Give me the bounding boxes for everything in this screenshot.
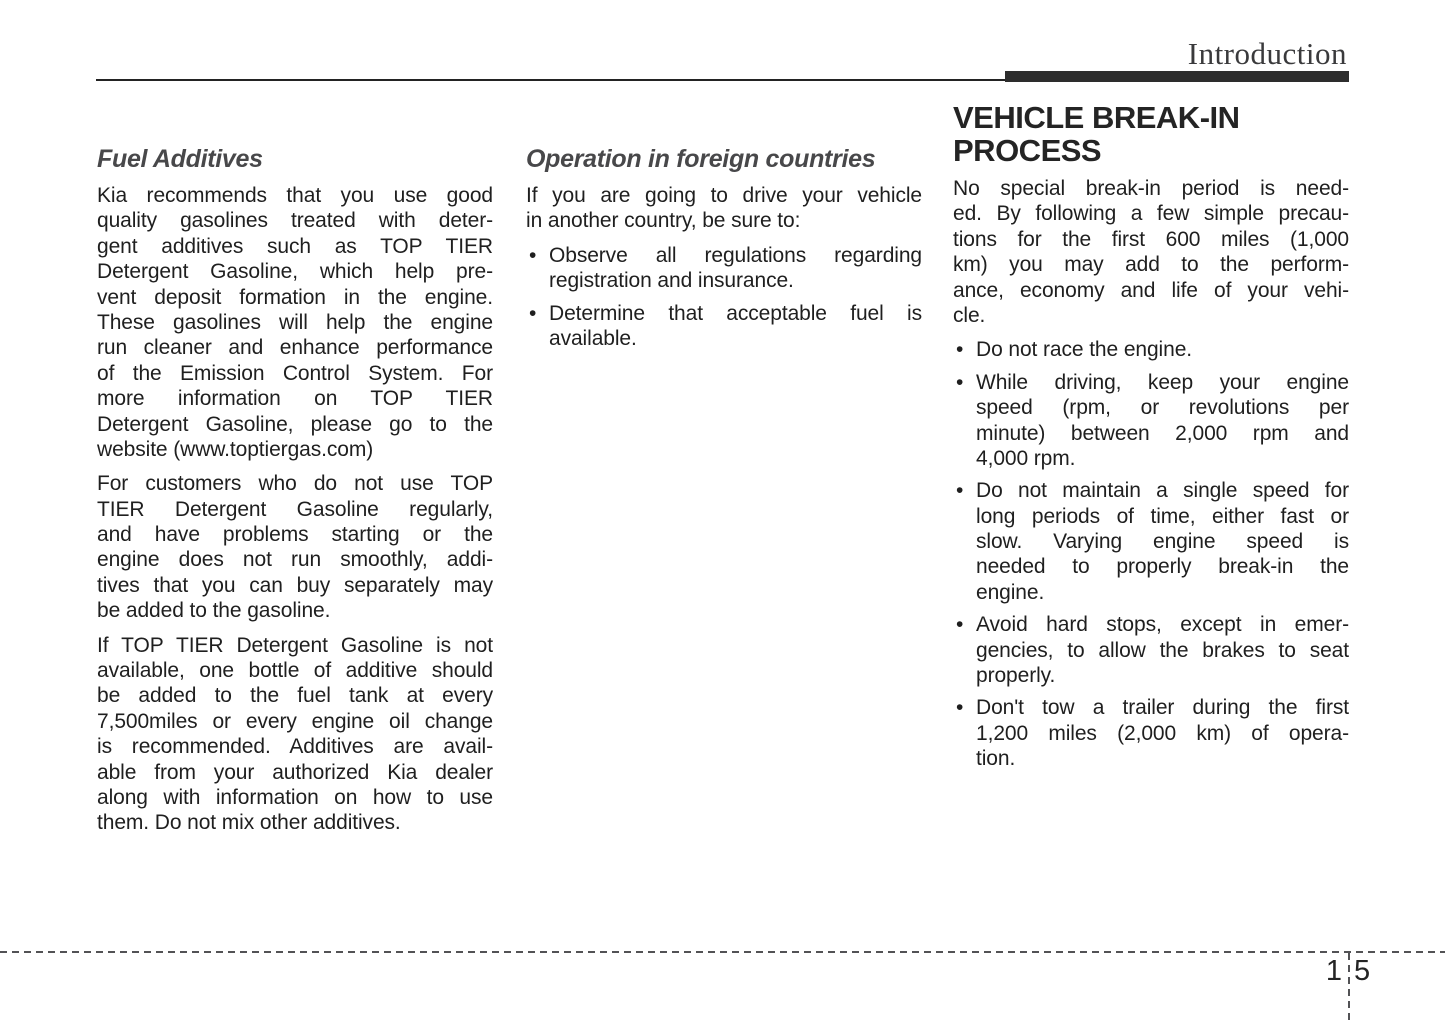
bullet-item bbox=[526, 243, 922, 294]
bullet-line: tion. bbox=[976, 747, 1016, 771]
bullet-line: properly. bbox=[976, 664, 1056, 688]
bullet-line: 1,200 miles (2,000 km) of opera- bbox=[976, 721, 1349, 745]
header-rule-thick bbox=[1005, 71, 1349, 82]
paragraph bbox=[97, 471, 493, 623]
bullet-line: Avoid hard stops, except in emer- bbox=[976, 613, 1349, 637]
bullet-icon: • bbox=[956, 479, 964, 503]
paragraph bbox=[97, 183, 493, 462]
bullet-text bbox=[976, 478, 1349, 605]
bullet-item bbox=[953, 612, 1349, 688]
heading-vehicle-break-in-process bbox=[953, 101, 1349, 167]
paragraph-line: available, one bottle of additive should bbox=[97, 659, 493, 683]
paragraph bbox=[953, 176, 1349, 328]
paragraph-line: TIER Detergent Gasoline regularly, bbox=[97, 497, 493, 521]
paragraph-line: 7,500miles or every engine oil change bbox=[97, 709, 493, 733]
heading-vehicle-break-in-process-line: PROCESS bbox=[953, 133, 1102, 168]
paragraph-line: No special break-in period is need- bbox=[953, 177, 1349, 200]
bullet-text bbox=[976, 370, 1349, 472]
bullet-text bbox=[976, 612, 1349, 688]
paragraph-line: vent deposit formation in the engine. bbox=[97, 285, 493, 309]
paragraph-line: be added to the fuel tank at every bbox=[97, 684, 493, 708]
bullet-line: engine. bbox=[976, 580, 1045, 604]
bullet-icon: • bbox=[956, 613, 964, 637]
paragraph-line: These gasolines will help the engine bbox=[97, 310, 493, 334]
footer-dashed-line-vertical bbox=[1348, 953, 1350, 1025]
bullet-line: needed to properly break-in the bbox=[976, 555, 1349, 579]
paragraph-line: gent additives such as TOP TIER bbox=[97, 234, 493, 258]
bullet-line: Don't tow a trailer during the first bbox=[976, 696, 1349, 720]
column-vehicle-break-in-process bbox=[953, 101, 1349, 779]
column-operation-foreign-countries bbox=[526, 144, 922, 358]
bullet-item bbox=[953, 337, 1349, 362]
paragraph-line: run cleaner and enhance performance bbox=[97, 336, 493, 360]
bullet-icon: • bbox=[529, 301, 537, 325]
paragraph bbox=[97, 633, 493, 836]
bullet-line: Do not race the engine. bbox=[976, 338, 1193, 362]
paragraph-line: tives that you can buy separately may bbox=[97, 573, 493, 597]
bullet-line: available. bbox=[549, 326, 637, 350]
heading-operation-foreign-countries: Operation in foreign countries bbox=[526, 145, 876, 173]
paragraph-line: engine does not run smoothly, addi- bbox=[97, 548, 493, 572]
bullet-line: minute) between 2,000 rpm and bbox=[976, 421, 1349, 445]
chapter-header-title: Introduction bbox=[1187, 36, 1347, 71]
bullet-icon: • bbox=[956, 338, 964, 362]
paragraph-line: For customers who do not use TOP bbox=[97, 472, 493, 496]
paragraph bbox=[526, 183, 922, 234]
column-fuel-additives bbox=[97, 144, 493, 845]
bullet-line: registration and insurance. bbox=[549, 269, 794, 293]
bullet-line: Determine that acceptable fuel is bbox=[549, 301, 922, 325]
bullet-line: speed (rpm, or revolutions per bbox=[976, 396, 1349, 420]
bullet-icon: • bbox=[529, 243, 537, 267]
bullet-text bbox=[976, 695, 1349, 771]
paragraph-line: tions for the first 600 miles (1,000 bbox=[953, 227, 1349, 251]
paragraph-line: and have problems starting or the bbox=[97, 523, 493, 547]
paragraph-line: is recommended. Additives are avail- bbox=[97, 735, 493, 759]
bullet-text bbox=[976, 337, 1349, 362]
paragraph-line: be added to the gasoline. bbox=[97, 599, 331, 623]
bullet-line: long periods of time, either fast or bbox=[976, 504, 1349, 528]
paragraph-line: Kia recommends that you use good bbox=[97, 184, 493, 207]
paragraph-line: ed. By following a few simple precau- bbox=[953, 202, 1349, 226]
bullet-line: gencies, to allow the brakes to seat bbox=[976, 638, 1349, 662]
paragraph-line: If you are going to drive your vehicle bbox=[526, 184, 922, 207]
bullet-text bbox=[549, 243, 922, 294]
bullet-icon: • bbox=[956, 370, 964, 394]
paragraph-line: cle. bbox=[953, 303, 986, 327]
paragraph-line: Detergent Gasoline, please go to the bbox=[97, 412, 493, 436]
bullet-line: Observe all regulations regarding bbox=[549, 243, 922, 267]
paragraph-line: of the Emission Control System. For bbox=[97, 361, 493, 385]
bullet-icon: • bbox=[956, 696, 964, 720]
paragraph-line: them. Do not mix other additives. bbox=[97, 811, 401, 835]
bullet-item bbox=[953, 370, 1349, 472]
paragraph-line: more information on TOP TIER bbox=[97, 387, 493, 411]
paragraph-line: able from your authorized Kia dealer bbox=[97, 760, 493, 784]
bullet-item bbox=[953, 478, 1349, 605]
footer-chapter-number: 1 bbox=[1325, 955, 1342, 987]
bullet-item bbox=[953, 695, 1349, 771]
bullet-text bbox=[549, 301, 922, 352]
heading-fuel-additives: Fuel Additives bbox=[97, 145, 263, 173]
paragraph-line: If TOP TIER Detergent Gasoline is not bbox=[97, 633, 493, 657]
paragraph-line: in another country, be sure to: bbox=[526, 209, 801, 233]
bullet-line: Do not maintain a single speed for bbox=[976, 479, 1349, 503]
paragraph-line: Detergent Gasoline, which help pre- bbox=[97, 260, 493, 284]
bullet-line: 4,000 rpm. bbox=[976, 446, 1076, 470]
footer-dashed-line-horizontal bbox=[0, 951, 1445, 953]
bullet-line: slow. Varying engine speed is bbox=[976, 530, 1349, 554]
paragraph-line: quality gasolines treated with deter- bbox=[97, 209, 493, 233]
paragraph-line: website (www.toptiergas.com) bbox=[97, 437, 374, 461]
paragraph-line: ance, economy and life of your vehi- bbox=[953, 278, 1349, 302]
bullet-line: While driving, keep your engine bbox=[976, 370, 1349, 394]
footer-page-number: 5 bbox=[1354, 955, 1371, 987]
paragraph-line: km) you may add to the perform- bbox=[953, 253, 1349, 277]
bullet-item bbox=[526, 301, 922, 352]
paragraph-line: along with information on how to use bbox=[97, 785, 493, 809]
heading-vehicle-break-in-process-line: VEHICLE BREAK-IN bbox=[953, 100, 1240, 135]
